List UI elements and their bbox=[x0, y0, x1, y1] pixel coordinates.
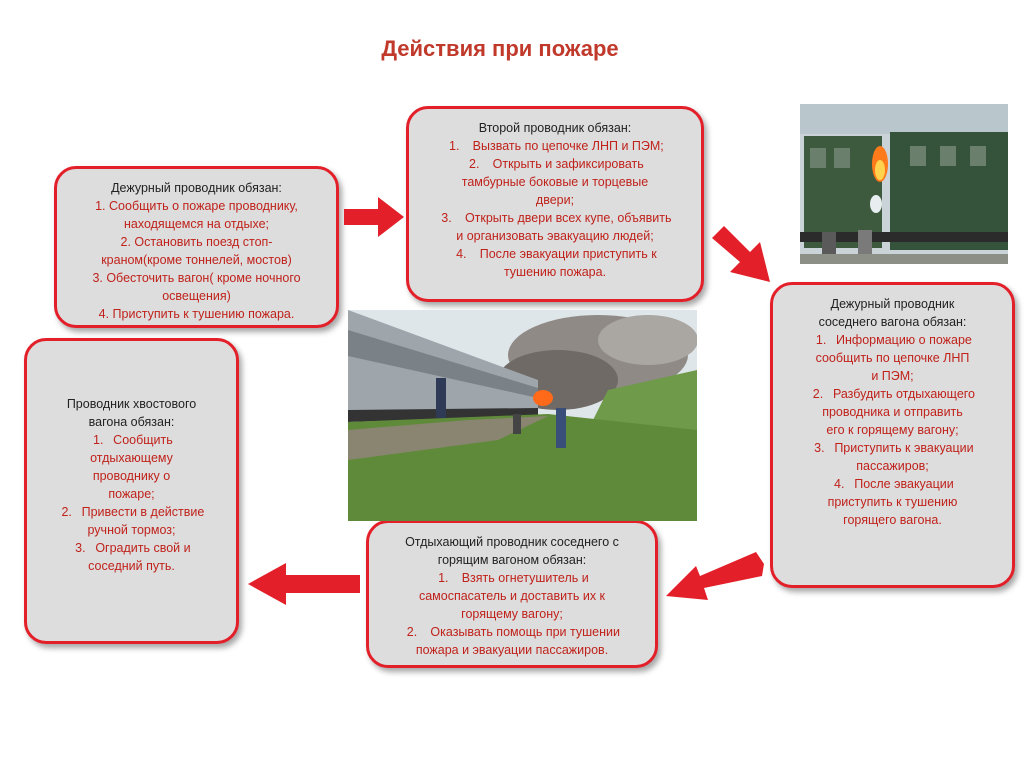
duty-conductor-line: находящемся на отдыхе; bbox=[123, 217, 269, 231]
duty-conductor-box bbox=[54, 166, 339, 328]
item-text: горящего вагона. bbox=[843, 513, 942, 527]
item-text: пожаре; bbox=[108, 487, 155, 501]
page-title: Действия при пожаре bbox=[381, 36, 619, 61]
duty-conductor-line: 2. Остановить поезд стоп- bbox=[120, 235, 273, 249]
list-item bbox=[409, 155, 701, 173]
second-conductor-box bbox=[406, 106, 704, 302]
item-text: его к горящему вагону; bbox=[826, 423, 959, 437]
item-text: ручной тормоз; bbox=[87, 523, 176, 537]
item-text: самоспасатель и доставить их к bbox=[418, 589, 606, 603]
item-text: Оградить свой и bbox=[95, 541, 191, 555]
item-text: После эвакуации bbox=[854, 477, 954, 491]
item-number: 1. bbox=[93, 433, 104, 447]
list-item bbox=[773, 475, 1012, 493]
neighbor-duty-heading: Дежурный проводник bbox=[830, 297, 955, 311]
list-item bbox=[27, 431, 236, 449]
duty-conductor-line: краном(кроме тоннелей, мостов) bbox=[101, 253, 292, 267]
item-number: 3. bbox=[441, 211, 452, 225]
duty-conductor-line: 1. Сообщить о пожаре проводнику, bbox=[95, 199, 298, 213]
item-text: тамбурные боковые и торцевые bbox=[461, 175, 649, 189]
item-text: проводнику о bbox=[92, 469, 171, 483]
item-text: Оказывать помощь при тушении bbox=[430, 625, 620, 639]
item-number: 2. bbox=[812, 387, 824, 401]
item-number: 1. bbox=[438, 571, 449, 585]
tail-conductor-box bbox=[24, 338, 239, 644]
list-item bbox=[773, 331, 1012, 349]
item-number: 1. bbox=[449, 139, 460, 153]
item-text: Взять огнетушитель и bbox=[461, 571, 589, 585]
list-item bbox=[773, 385, 1012, 403]
item-text: тушению пожара. bbox=[503, 265, 607, 279]
duty-conductor-line: освещения) bbox=[162, 289, 231, 303]
list-item bbox=[409, 245, 701, 263]
list-item bbox=[27, 539, 236, 557]
burning-train-image bbox=[800, 104, 1008, 264]
arrow-down-left-icon bbox=[664, 552, 764, 604]
item-text: и организовать эвакуацию людей; bbox=[456, 229, 654, 243]
item-number: 1. bbox=[815, 333, 827, 347]
list-item bbox=[369, 569, 655, 587]
item-text: двери; bbox=[535, 193, 575, 207]
item-text: Приступить к эвакуации bbox=[834, 441, 974, 455]
neighbor-duty-heading: соседнего вагона обязан: bbox=[818, 315, 967, 329]
item-text: Разбудить отдыхающего bbox=[832, 387, 976, 401]
duty-conductor-line: 4. Приступить к тушению пожара. bbox=[98, 307, 295, 321]
item-text: горящему вагону; bbox=[461, 607, 563, 621]
second-conductor-heading: Второй проводник обязан: bbox=[478, 121, 632, 135]
resting-conductor-heading: Отдыхающий проводник соседнего с bbox=[405, 535, 619, 549]
item-number: 3. bbox=[75, 541, 86, 555]
duty-conductor-heading: Дежурный проводник обязан: bbox=[111, 181, 282, 195]
item-text: проводника и отправить bbox=[822, 405, 963, 419]
item-number: 2. bbox=[61, 505, 72, 519]
item-text: Сообщить bbox=[113, 433, 173, 447]
item-text: приступить к тушению bbox=[827, 495, 958, 509]
item-number: 2. bbox=[469, 157, 480, 171]
tail-conductor-heading: Проводник хвостового bbox=[66, 397, 197, 411]
evacuation-photo bbox=[348, 310, 697, 521]
tail-conductor-heading: вагона обязан: bbox=[88, 415, 175, 429]
item-text: Информацию о пожаре bbox=[836, 333, 972, 347]
item-number: 3. bbox=[814, 441, 825, 455]
item-number: 2. bbox=[406, 625, 418, 639]
item-text: пассажиров; bbox=[856, 459, 929, 473]
burning-train-photo bbox=[800, 104, 1008, 264]
item-text: Открыть двери всех купе, объявить bbox=[464, 211, 672, 225]
item-text: После эвакуации приступить к bbox=[479, 247, 657, 261]
list-item bbox=[773, 439, 1012, 457]
item-text: и ПЭМ; bbox=[871, 369, 914, 383]
list-item bbox=[409, 209, 701, 227]
evacuation-image bbox=[348, 310, 697, 521]
item-number: 4. bbox=[456, 247, 467, 261]
item-text: соседний путь. bbox=[88, 559, 175, 573]
duty-conductor-line: 3. Обесточить вагон( кроме ночного bbox=[92, 271, 301, 285]
resting-conductor-heading: горящим вагоном обязан: bbox=[437, 553, 587, 567]
list-item bbox=[369, 623, 655, 641]
item-text: Привести в действие bbox=[81, 505, 205, 519]
item-number: 4. bbox=[834, 477, 845, 491]
item-text: пожара и эвакуации пассажиров. bbox=[415, 643, 609, 657]
neighbor-duty-conductor-box bbox=[770, 282, 1015, 588]
item-text: Открыть и зафиксировать bbox=[492, 157, 644, 171]
list-item bbox=[27, 503, 236, 521]
resting-conductor-box bbox=[366, 520, 658, 668]
list-item bbox=[409, 137, 701, 155]
arrow-right-icon bbox=[344, 195, 406, 239]
arrow-down-right-icon bbox=[708, 222, 776, 286]
item-text: отдыхающему bbox=[90, 451, 173, 465]
arrow-left-icon bbox=[246, 561, 360, 607]
item-text: Вызвать по цепочке ЛНП и ПЭМ; bbox=[472, 139, 664, 153]
item-text: сообщить по цепочке ЛНП bbox=[815, 351, 970, 365]
